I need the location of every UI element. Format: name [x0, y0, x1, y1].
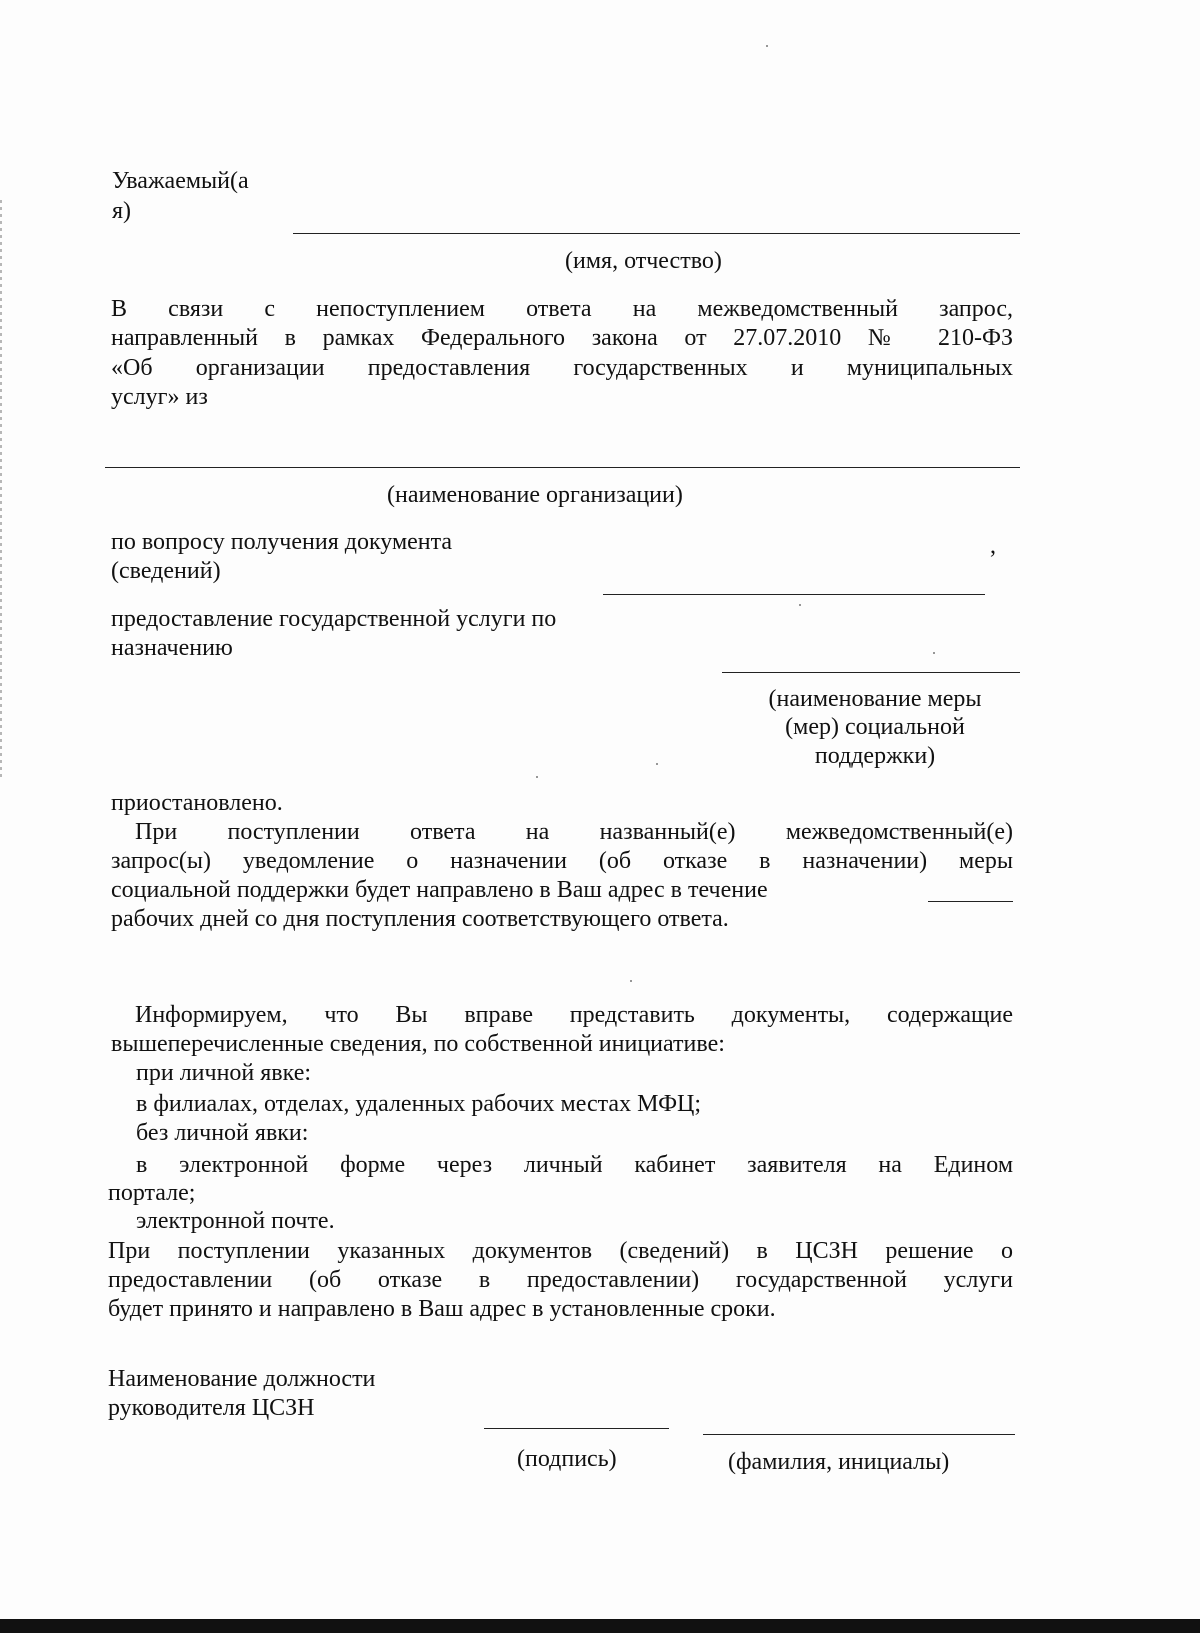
service-line2: назначению [111, 635, 233, 661]
scan-bottom-edge [0, 1619, 1200, 1633]
scan-speck [799, 604, 801, 606]
surname-caption: (фамилия, инициалы) [728, 1449, 950, 1475]
org-blank-line [105, 467, 1020, 468]
inform-line10: предоставлении (об отказе в предоставлении) государственной услуги [108, 1267, 1013, 1293]
org-caption: (наименование организации) [387, 482, 683, 508]
question-comma: , [990, 533, 996, 559]
inform-line3: при личной явке: [136, 1060, 312, 1086]
suspended-text: приостановлено. [111, 790, 283, 816]
position-line1: Наименование должности [108, 1366, 376, 1392]
greeting-line2: я) [112, 198, 132, 224]
measure-caption-line1: (наименование меры [768, 686, 982, 712]
surname-blank-line [703, 1434, 1015, 1435]
greeting-line1: Уважаемый(а [112, 168, 249, 194]
scan-speck [933, 652, 935, 654]
inform-line2: вышеперечисленные сведения, по собственной инициативе: [111, 1031, 725, 1057]
intro-line1: В связи с непоступлением ответа на межведомственный запрос, [111, 296, 1013, 322]
name-blank-line [293, 233, 1020, 234]
inform-line1: Информируем, что Вы вправе представить документы, содержащие [135, 1002, 1013, 1028]
notice-line2: запрос(ы) уведомление о назначении (об отказе в назначении) меры [111, 848, 1013, 874]
inform-line8: электронной почте. [136, 1208, 335, 1234]
signature-caption: (подпись) [517, 1446, 617, 1472]
intro-line3: «Об организации предоставления государственных и муниципальных [111, 355, 1013, 381]
signature-blank-line [484, 1428, 669, 1429]
service-line1: предоставление государственной услуги по [111, 606, 557, 632]
position-line2: руководителя ЦСЗН [108, 1395, 315, 1421]
scan-speck [536, 776, 538, 778]
notice-line3: социальной поддержки будет направлено в Ваш адрес в течение [111, 877, 768, 903]
intro-line2: направленный в рамках Федерального закона от 27.07.2010 № 210-ФЗ [111, 325, 1013, 351]
name-caption: (имя, отчество) [565, 248, 722, 274]
question-line2: (сведений) [111, 558, 221, 584]
inform-line9: При поступлении указанных документов (сведений) в ЦСЗН решение о [108, 1238, 1013, 1264]
notice-line4: рабочих дней со дня поступления соответствующего ответа. [111, 906, 729, 932]
inform-line7: портале; [108, 1180, 196, 1206]
measure-blank-line [722, 672, 1020, 673]
question-line1: по вопросу получения документа [111, 529, 453, 555]
inform-line6: в электронной форме через личный кабинет заявителя на Едином [136, 1152, 1013, 1178]
scan-speck [630, 980, 632, 982]
inform-line11: будет принято и направлено в Ваш адрес в установленные сроки. [108, 1296, 776, 1322]
inform-line5: без личной явки: [136, 1120, 309, 1146]
days-blank-line [928, 901, 1013, 902]
scan-edge-artifact [0, 200, 2, 780]
intro-line4: услуг» из [111, 384, 208, 410]
measure-caption-line2: (мер) социальной [785, 714, 965, 740]
inform-line4: в филиалах, отделах, удаленных рабочих местах МФЦ; [136, 1091, 702, 1117]
scan-speck [656, 763, 658, 765]
scan-speck [766, 45, 768, 47]
document-blank-line [603, 594, 985, 595]
measure-caption-line3: поддержки) [814, 743, 936, 769]
notice-line1: При поступлении ответа на названный(е) межведомственный(е) [135, 819, 1013, 845]
